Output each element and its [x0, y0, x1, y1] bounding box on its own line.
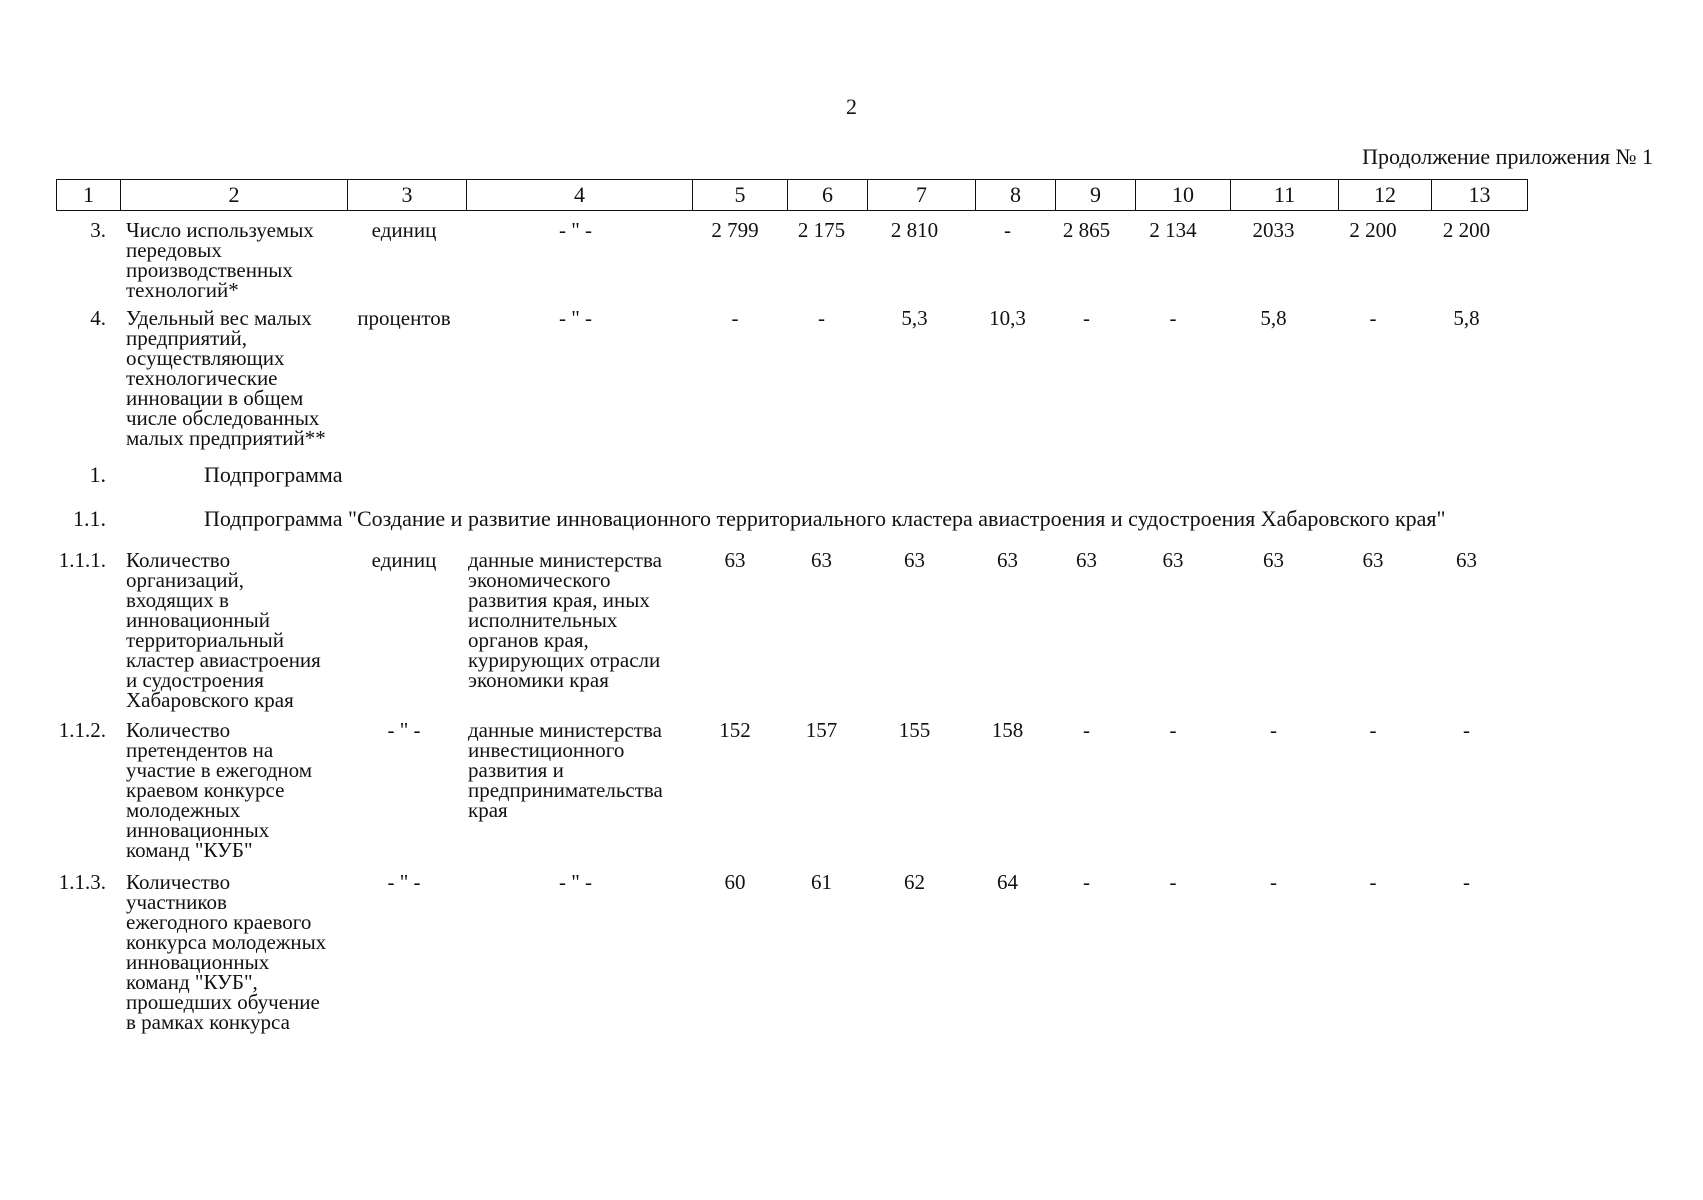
indicator-value: 5,8 — [1453, 306, 1480, 330]
indicator-value: 2033 — [1252, 218, 1295, 242]
indicator-value: 63 — [997, 548, 1018, 572]
indicator-value: - — [1463, 870, 1470, 894]
indicator-value: 2 175 — [797, 218, 846, 242]
indicator-value: - — [1369, 306, 1377, 330]
indicator-value: 5,8 — [1260, 306, 1287, 330]
unit-of-measure: единиц — [371, 548, 437, 572]
data-source: данные министерства инвестиционного развития и предпринимательства края — [468, 718, 663, 822]
header-col-4: 4 — [467, 180, 693, 211]
indicator-value: - — [1270, 718, 1277, 742]
indicator-value: 62 — [904, 870, 925, 894]
section-title: Подпрограмма "Создание и развитие инновационного территориального кластера авиастроения и судостроения Хабаровского края" — [204, 506, 1446, 531]
column-number-header — [56, 179, 1528, 211]
indicator-name: Количество претендентов на участие в ежегодном краевом конкурсе молодежных инновационных команд "КУБ" — [126, 718, 313, 862]
indicator-value: 63 — [1263, 548, 1284, 572]
row-number: 4. — [90, 306, 106, 330]
row-number: 3. — [90, 218, 106, 242]
indicator-value: 2 799 — [711, 218, 759, 242]
indicator-row — [56, 220, 1646, 308]
indicator-row — [56, 720, 1646, 872]
section-heading — [56, 506, 1646, 550]
indicator-value: 60 — [724, 870, 746, 894]
data-source: данные министерства экономического развития края, иных исполнительных органов края, курирующих отрасли экономики края — [468, 548, 662, 692]
indicator-value: - — [731, 306, 739, 330]
indicator-value: - — [1169, 870, 1177, 894]
continuation-label: Продолжение приложения № 1 — [1362, 144, 1653, 169]
header-col-10: 10 — [1136, 180, 1231, 211]
header-col-9: 9 — [1056, 180, 1136, 211]
indicator-value: 64 — [997, 870, 1018, 894]
indicator-name: Удельный вес малых предприятий, осуществляющих технологические инновации в общем числе обследованных малых предприятий** — [126, 306, 326, 450]
indicator-value: 158 — [991, 718, 1024, 742]
indicator-value: - — [1083, 306, 1090, 330]
indicator-value: - — [1083, 718, 1090, 742]
header-col-3: 3 — [348, 180, 467, 211]
header-col-13: 13 — [1432, 180, 1528, 211]
indicator-value: - — [1004, 218, 1011, 242]
indicator-rows — [56, 220, 1646, 1042]
header-col-7: 7 — [868, 180, 976, 211]
indicator-row — [56, 550, 1646, 720]
unit-of-measure: - " - — [387, 718, 421, 742]
indicator-value: 2 134 — [1149, 218, 1197, 242]
indicator-value: 5,3 — [901, 306, 928, 330]
indicator-value: 63 — [724, 548, 746, 572]
indicator-name: Количество организаций, входящих в инновационный территориальный кластер авиастроения и судостроения Хабаровского края — [126, 548, 321, 712]
indicator-value: 63 — [1456, 548, 1477, 572]
indicator-value: 63 — [1362, 548, 1384, 572]
indicator-value: 2 865 — [1062, 218, 1111, 242]
indicator-value: - — [1369, 870, 1377, 894]
header-col-12: 12 — [1339, 180, 1432, 211]
indicator-value: 2 200 — [1442, 218, 1491, 242]
header-col-1: 1 — [57, 180, 121, 211]
unit-of-measure: процентов — [357, 306, 451, 330]
indicator-value: 61 — [811, 870, 832, 894]
section-heading — [56, 462, 1646, 506]
indicator-value: 155 — [898, 718, 931, 742]
indicator-name: Число используемых передовых производственных технологий* — [126, 218, 314, 302]
unit-of-measure: единиц — [371, 218, 437, 242]
page-number: 2 — [846, 94, 857, 119]
indicator-value: 63 — [904, 548, 925, 572]
indicator-value: 152 — [719, 718, 751, 742]
indicator-value: - — [818, 306, 825, 330]
indicator-row — [56, 308, 1646, 462]
header-col-8: 8 — [976, 180, 1056, 211]
indicator-value: 2 200 — [1349, 218, 1397, 242]
indicator-value: - — [1169, 306, 1177, 330]
indicator-value: 157 — [805, 718, 838, 742]
indicator-value: 2 810 — [890, 218, 939, 242]
header-col-6: 6 — [788, 180, 868, 211]
data-source: - " - — [558, 306, 593, 330]
indicator-value: - — [1463, 718, 1470, 742]
row-number: 1.1.1. — [58, 548, 106, 572]
section-number: 1. — [89, 462, 106, 487]
indicator-value: - — [1369, 718, 1377, 742]
section-number: 1.1. — [73, 506, 106, 531]
header-col-2: 2 — [121, 180, 348, 211]
header-col-5: 5 — [693, 180, 788, 211]
indicator-value: 63 — [1162, 548, 1184, 572]
indicator-row — [56, 872, 1646, 1042]
section-title: Подпрограмма — [204, 462, 343, 487]
indicator-value: - — [1083, 870, 1090, 894]
indicator-name: Количество участников ежегодного краевого конкурса молодежных инновационных команд "КУБ", прошедших обучение в рамках конкурса — [126, 870, 327, 1034]
row-number: 1.1.2. — [58, 718, 106, 742]
indicator-value: 10,3 — [989, 306, 1026, 330]
unit-of-measure: - " - — [387, 870, 421, 894]
indicator-value: 63 — [1076, 548, 1097, 572]
header-col-11: 11 — [1231, 180, 1339, 211]
indicator-value: - — [1169, 718, 1177, 742]
indicator-value: - — [1270, 870, 1277, 894]
indicator-value: 63 — [811, 548, 832, 572]
data-source: - " - — [558, 870, 593, 894]
row-number: 1.1.3. — [58, 870, 106, 894]
data-source: - " - — [558, 218, 593, 242]
